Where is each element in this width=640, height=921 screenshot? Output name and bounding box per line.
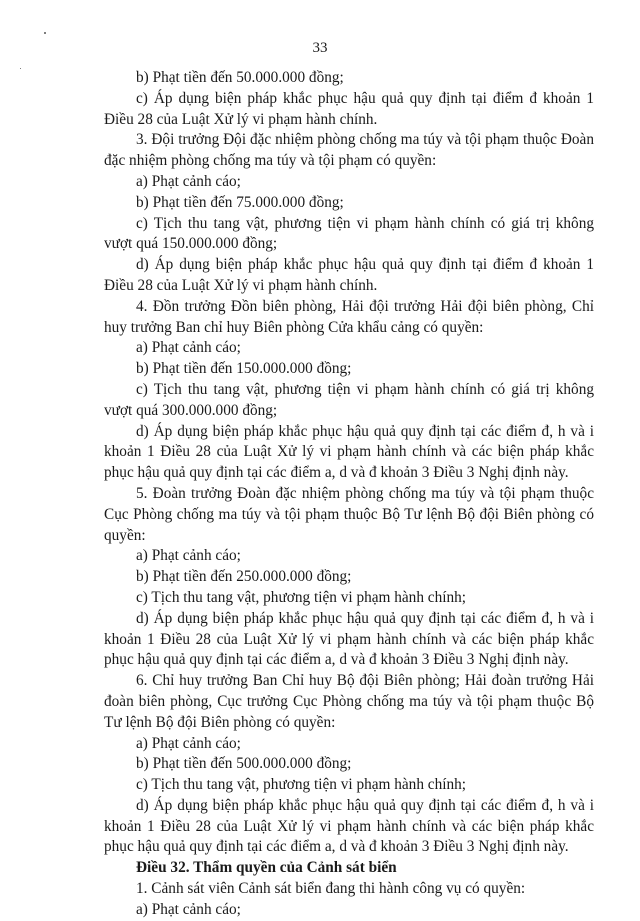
scan-speck [20, 68, 21, 69]
paragraph: c) Tịch thu tang vật, phương tiện vi phạm hành chính có giá trị không vượt quá 150.000.000 đồng; [104, 214, 594, 253]
paragraph: c) Tịch thu tang vật, phương tiện vi phạm hành chính; [136, 776, 467, 794]
paragraph: a) Phạt cảnh cáo; [136, 339, 241, 357]
paragraph: c) Áp dụng biện pháp khắc phục hậu quả quy định tại điểm đ khoản 1 Điều 28 của Luật Xử lý vi phạm hành chính. [104, 89, 594, 128]
article-heading: Điều 32. Thẩm quyền của Cảnh sát biển [136, 859, 397, 877]
paragraph: a) Phạt cảnh cáo; [136, 900, 241, 918]
paragraph: c) Tịch thu tang vật, phương tiện vi phạm hành chính; [136, 588, 467, 606]
document-body [104, 68, 594, 921]
paragraph: d) Áp dụng biện pháp khắc phục hậu quả quy định tại các điểm đ, h và i khoản 1 Điều 28 của Luật Xử lý vi phạm hành chính và các biện pháp khắc phục hậu quả quy định tại các điểm a, d và đ khoản 3 Điều 3 Nghị định này. [104, 422, 594, 482]
paragraph: 3. Đội trưởng Đội đặc nhiệm phòng chống ma túy và tội phạm thuộc Đoàn đặc nhiệm phòng chống ma túy và tội phạm có quyền: [104, 131, 594, 170]
paragraph: d) Áp dụng biện pháp khắc phục hậu quả quy định tại các điểm đ, h và i khoản 1 Điều 28 của Luật Xử lý vi phạm hành chính và các biện pháp khắc phục hậu quả quy định tại các điểm a, d và đ khoản 3 Điều 3 Nghị định này. [104, 796, 594, 856]
paragraph: 6. Chỉ huy trưởng Ban Chỉ huy Bộ đội Biên phòng; Hải đoàn trưởng Hải đoàn biên phòng, Cục trưởng Cục Phòng chống ma túy và tội phạm thuộc Bộ Tư lệnh Bộ đội Biên phòng có quyền: [104, 672, 594, 731]
paragraph: a) Phạt cảnh cáo; [136, 172, 241, 190]
paragraph: d) Áp dụng biện pháp khắc phục hậu quả quy định tại các điểm đ, h và i khoản 1 Điều 28 của Luật Xử lý vi phạm hành chính và các biện pháp khắc phục hậu quả quy định tại các điểm a, d và đ khoản 3 Điều 3 Nghị định này. [104, 609, 594, 669]
page-number: 33 [312, 40, 328, 56]
paragraph: b) Phạt tiền đến 50.000.000 đồng; [136, 69, 344, 86]
paragraph: a) Phạt cảnh cáo; [136, 547, 241, 565]
paragraph: 4. Đồn trưởng Đồn biên phòng, Hải đội trưởng Hải đội biên phòng, Chỉ huy trưởng Ban chỉ huy Biên phòng Cửa khẩu cảng có quyền: [104, 297, 594, 336]
paragraph: a) Phạt cảnh cáo; [136, 734, 241, 752]
paragraph: d) Áp dụng biện pháp khắc phục hậu quả quy định tại điểm đ khoản 1 Điều 28 của Luật Xử lý vi phạm hành chính. [104, 256, 594, 294]
paragraph: b) Phạt tiền đến 250.000.000 đồng; [136, 568, 352, 586]
paragraph: b) Phạt tiền đến 75.000.000 đồng; [136, 193, 344, 211]
paragraph: b) Phạt tiền đến 500.000.000 đồng; [136, 755, 352, 773]
paragraph: 1. Cảnh sát viên Cảnh sát biển đang thi hành công vụ có quyền: [136, 880, 526, 898]
paragraph: 5. Đoàn trưởng Đoàn đặc nhiệm phòng chống ma túy và tội phạm thuộc Cục Phòng chống ma túy và tội phạm thuộc Bộ Tư lệnh Bộ đội Biên phòng có quyền: [104, 484, 594, 544]
scan-speck [44, 32, 46, 34]
paragraph: c) Tịch thu tang vật, phương tiện vi phạm hành chính có giá trị không vượt quá 300.000.000 đồng; [104, 380, 594, 419]
paragraph: b) Phạt tiền đến 150.000.000 đồng; [136, 360, 352, 378]
